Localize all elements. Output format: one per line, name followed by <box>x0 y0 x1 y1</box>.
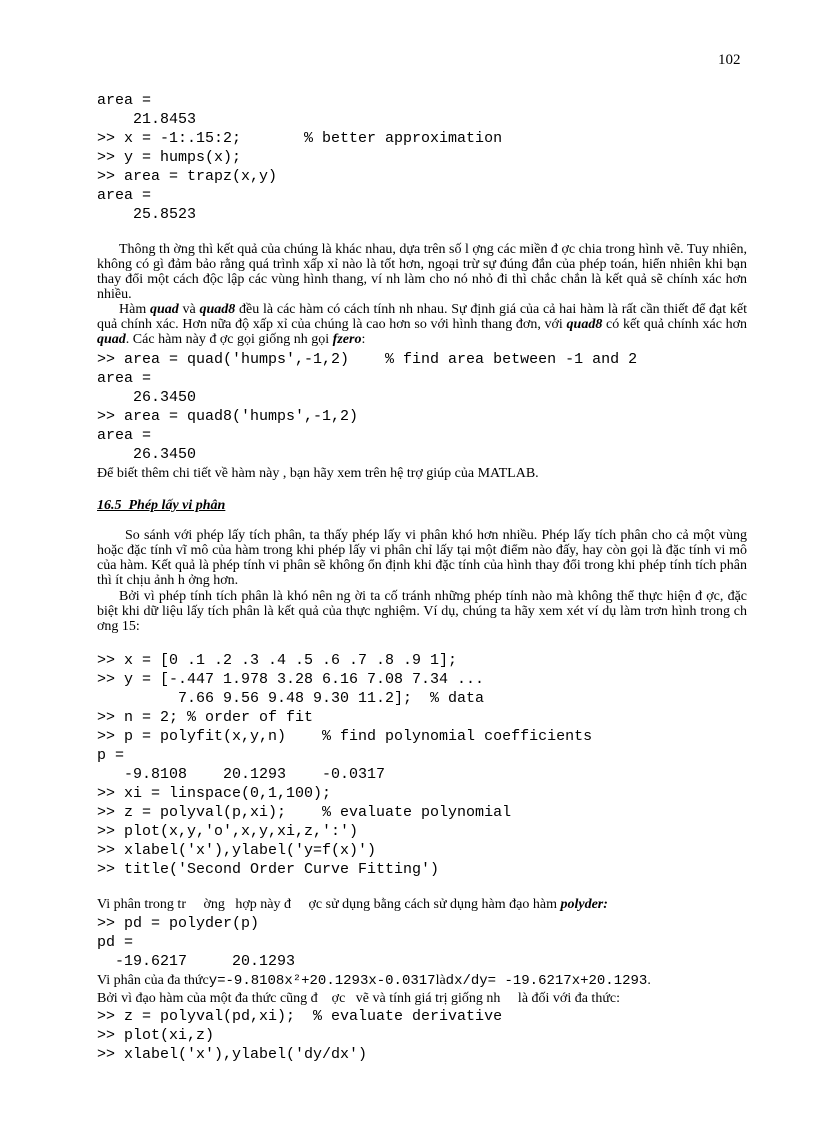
code-line: 26.3450 <box>97 389 197 406</box>
code-line: >> plot(xi,z) <box>97 1027 215 1044</box>
code-line: >> z = polyval(p,xi); % evaluate polynomial <box>97 804 512 821</box>
code-line: area = <box>97 427 152 444</box>
code-line: >> xlabel('x'),ylabel('dy/dx') <box>97 1046 368 1063</box>
paragraph: Bởi vì phép tính tích phân là khó nên ng ời ta cố tránh những phép tính nào mà không thể thực hiện đ ợc, đặc biệt khi dữ liệu lấy tích phân là kết quả của thực nghiệm. Ví dụ, chúng ta hãy xem xét ví dụ làm trơn hình trong ch ơng 15: <box>97 589 747 634</box>
code-line: >> xlabel('x'),ylabel('y=f(x)') <box>97 842 377 859</box>
code-line: 26.3450 <box>97 446 197 463</box>
paragraph-polyder: Vi phân trong tr ờng hợp này đ ợc sử dụng bằng cách sử dụng hàm đạo hàm polyder: <box>97 897 608 912</box>
code-line: >> xi = linspace(0,1,100); <box>97 785 332 802</box>
code-line: >> p = polyfit(x,y,n) % find polynomial coefficients <box>97 728 593 745</box>
paragraph: Bởi vì đạo hàm của một đa thức cũng đ ợc vẽ và tính giá trị giống nh là đối với đa thức: <box>97 991 621 1006</box>
code-line: >> x = [0 .1 .2 .3 .4 .5 .6 .7 .8 .9 1]; <box>97 652 458 669</box>
code-line: >> z = polyval(pd,xi); % evaluate derivative <box>97 1008 503 1025</box>
paragraph-quad: Hàm quad và quad8 đều là các hàm có cách tính nh nhau. Sự định giá của cả hai hàm là rất cần thiết để đạt kết quả chính xác. Hơn nữa độ xấp xỉ của chúng là cao hơn so với hình thang đơn, với quad8 có kết quả chính xác hơn quad. Các hàm này đ ợc gọi giống nh gọi fzero: <box>97 302 748 347</box>
expression: dx/dy= -19.6217x+20.1293 <box>445 973 648 989</box>
paragraph-derivative: Vi phân của đa thứcy=-9.8108x²+20.1293x-0.0317làdx/dy= -19.6217x+20.1293. <box>97 973 651 989</box>
expression: y=-9.8108x²+20.1293x-0.0317 <box>208 973 436 989</box>
keyword: polyder: <box>560 897 608 912</box>
paragraph: Để biết thêm chi tiết về hàm này , bạn hãy xem trên hệ trợ giúp của MATLAB. <box>97 466 539 481</box>
section-heading: 16.5 Phép lấy vi phân <box>97 498 226 513</box>
code-line: pd = <box>97 934 134 951</box>
keyword: quad8 <box>199 302 236 317</box>
keyword: quad <box>149 302 179 317</box>
code-line: 25.8523 <box>97 206 197 223</box>
page-number: 102 <box>718 52 741 68</box>
code-line: -9.8108 20.1293 -0.0317 <box>97 766 386 783</box>
code-line: -19.6217 20.1293 <box>97 953 296 970</box>
code-line: >> area = quad8('humps',-1,2) <box>97 408 359 425</box>
code-line: area = <box>97 370 152 387</box>
code-line: >> plot(x,y,'o',x,y,xi,z,':') <box>97 823 359 840</box>
code-line: >> x = -1:.15:2; % better approximation <box>97 130 503 147</box>
code-line: >> pd = polyder(p) <box>97 915 260 932</box>
code-line: >> n = 2; % order of fit <box>97 709 314 726</box>
code-line: area = <box>97 187 152 204</box>
code-line: >> area = quad('humps',-1,2) % find area between -1 and 2 <box>97 351 638 368</box>
keyword: quad <box>97 332 126 347</box>
code-line: 7.66 9.56 9.48 9.30 11.2]; % data <box>97 690 485 707</box>
code-line: >> title('Second Order Curve Fitting') <box>97 861 440 878</box>
code-line: p = <box>97 747 125 764</box>
paragraph: So sánh với phép lấy tích phân, ta thấy phép lấy vi phân khó hơn nhiều. Phép lấy tích phân cho cả một vùng hoặc đặc tính vĩ mô của hàm trong khi phép lấy vi phân chỉ lấy tại một điểm nào đấy, hay còn gọi là đặc tính vi mô của hàm. Kết quả là phép tính vi phân sẽ không ổn định khi đặc tính của hình thay đổi trong khi phép tính tích phân thì ít chịu ảnh h ởng hơn. <box>97 528 747 588</box>
code-line: 21.8453 <box>97 111 197 128</box>
keyword: quad8 <box>566 317 603 332</box>
code-line: >> area = trapz(x,y) <box>97 168 278 185</box>
code-line: >> y = humps(x); <box>97 149 242 166</box>
code-line: >> y = [-.447 1.978 3.28 6.16 7.08 7.34 ... <box>97 671 485 688</box>
keyword: fzero <box>332 332 362 347</box>
code-line: area = <box>97 92 152 109</box>
paragraph: Thông th ờng thì kết quả của chúng là khác nhau, dựa trên số l ợng các miền đ ợc chia trong hình vẽ. Tuy nhiên, không có gì đảm bảo rằng quá trình xấp xỉ nào là tốt hơn, ngoại trừ sự đúng đắn của phép toán, hiển nhiên khi bạn thay đổi một cách độc lập các vùng hình thang, ví nh làm cho nó nhỏ đi thì chắc chắn là kết quả sẽ chính xác hơn nhiều. <box>97 242 747 302</box>
